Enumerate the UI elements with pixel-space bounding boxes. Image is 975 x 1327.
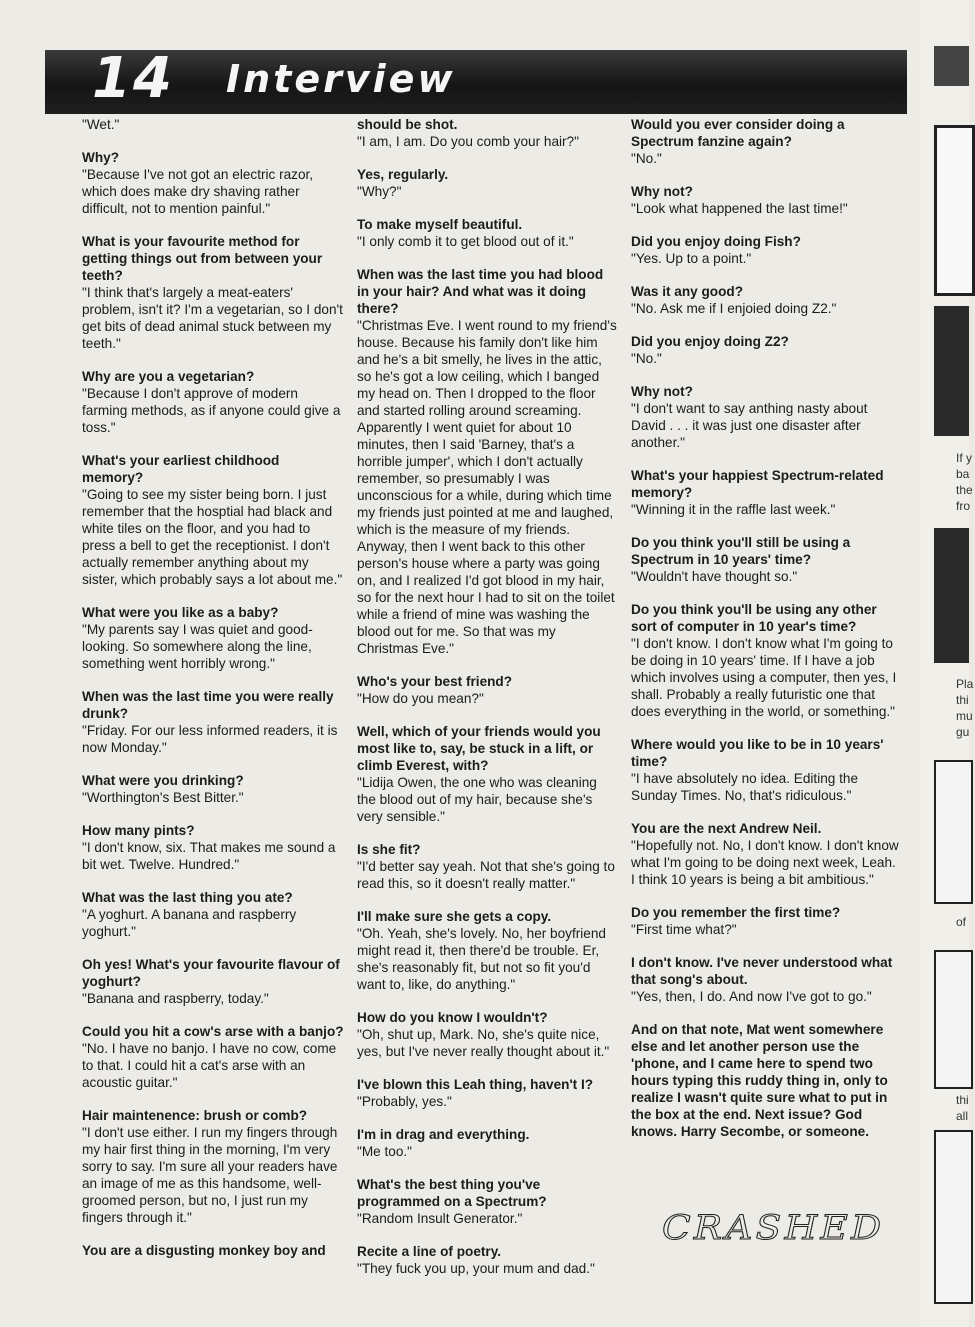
interview-answer: "My parents say I was quiet and good-looking. So somewhere along the line, something went horribly wrong." <box>82 622 313 671</box>
text-column-1 <box>82 116 344 1259</box>
interview-answer: "Because I've not got an electric razor, which does make dry shaving rather difficult, not to mention painful." <box>82 167 314 216</box>
interview-question: Where would you like to be in 10 years' time? <box>631 737 884 769</box>
interview-question: Do you remember the first time? <box>631 905 841 920</box>
interview-question: Why not? <box>631 384 693 399</box>
interview-question: I don't know. I've never understood what that song's about. <box>631 955 893 987</box>
interview-answer: "I have absolutely no idea. Editing the Sunday Times. No, that's ridiculous." <box>631 771 859 803</box>
fragment: thi <box>956 1093 969 1107</box>
interview-question: Hair maintenence: brush or comb? <box>82 1108 308 1123</box>
interview-question: Recite a line of poetry. <box>357 1244 502 1259</box>
interview-answer: "Going to see my sister being born. I just remember that the hosptial had black and white tiles on the floor, and you had to press a bell to get the receptionist. I don't actually remember anything about my sister, which probably says a lot about me." <box>82 487 343 587</box>
interview-answer: "Lidija Owen, the one who was cleaning the blood out of my hair, because she's very sensible." <box>357 775 597 824</box>
interview-question: Oh yes! What's your favourite flavour of yoghurt? <box>82 957 340 989</box>
interview-answer: "Oh. Yeah, she's lovely. No, her boyfriend might read it, then there'd be trouble. Er, she's reasonably fit, but not so fit you'd want to, like, do anything." <box>357 926 606 992</box>
interview-answer: "A yoghurt. A banana and raspberry yoghurt." <box>82 907 297 939</box>
interview-answer: "Friday. For our less informed readers, it is now Monday." <box>82 723 338 755</box>
fragment: fro <box>956 499 971 513</box>
interview-question: should be shot. <box>357 117 458 132</box>
fragment: ba <box>956 467 970 481</box>
text-column-3 <box>631 116 899 1140</box>
interview-answer: "Yes. Up to a point." <box>631 251 752 266</box>
fragment: all <box>956 1109 969 1123</box>
interview-question: What's the best thing you've programmed on a Spectrum? <box>357 1177 547 1209</box>
interview-question: What's your earliest childhood memory? <box>82 453 280 485</box>
interview-answer: "I don't use either. I run my fingers through my hair first thing in the morning, I'm very sorry to say. I'm sure all your readers have an image of me as this handsome, well-groomed person, but no, I just run my fingers through it." <box>82 1125 338 1225</box>
interview-answer: "They fuck you up, your mum and dad." <box>357 1261 595 1276</box>
interview-question: Was it any good? <box>631 284 744 299</box>
interview-question: Do you think you'll be using any other sort of computer in 10 year's time? <box>631 602 877 634</box>
interview-answer: "Winning it in the raffle last week." <box>631 502 836 517</box>
interview-answer: "No." <box>631 151 662 166</box>
interview-answer: "I don't know. I don't know what I'm going to be doing in 10 years' time. If I have a job which involves using a computer, then yes, I shall. Probably a really futuristic one that does everything in the world, or something." <box>631 636 897 719</box>
interview-question: Who's your best friend? <box>357 674 513 689</box>
interview-question: Why? <box>82 150 119 165</box>
interview-answer: "Yes, then, I do. And now I've got to go." <box>631 989 872 1004</box>
section-header-bar <box>45 50 907 114</box>
closing-paragraph: And on that note, Mat went somewhere else and let another person use the 'phone, and I came here to spend two hours typing this ruddy thing in, only to realize I wasn't quite sure what to put in the box at the end. Next issue? God knows. Harry Secombe, or someone. <box>631 1022 888 1139</box>
interview-answer: "Banana and raspberry, today." <box>82 991 269 1006</box>
interview-answer: "I am, I am. Do you comb your hair?" <box>357 134 579 149</box>
interview-answer: "How do you mean?" <box>357 691 484 706</box>
interview-answer: "Random Insult Generator." <box>357 1211 523 1226</box>
interview-question: Yes, regularly. <box>357 167 449 182</box>
interview-answer: "First time what?" <box>631 922 737 937</box>
section-title: Interview <box>226 57 456 101</box>
interview-answer: "Why?" <box>357 184 402 199</box>
interview-answer: "Me too." <box>357 1144 412 1159</box>
interview-answer: "I don't know, six. That makes me sound a bit wet. Twelve. Hundred." <box>82 840 336 872</box>
interview-answer: "I don't want to say anthing nasty about David . . . it was just one disaster after another." <box>631 401 868 450</box>
interview-question: Did you enjoy doing Z2? <box>631 334 789 349</box>
interview-question: What was the last thing you ate? <box>82 890 293 905</box>
interview-question: Did you enjoy doing Fish? <box>631 234 801 249</box>
adjacent-page-edge <box>920 0 974 1327</box>
interview-question: Why are you a vegetarian? <box>82 369 255 384</box>
interview-question: What were you like as a baby? <box>82 605 279 620</box>
interview-question: When was the last time you were really drunk? <box>82 689 334 721</box>
interview-answer: "Christmas Eve. I went round to my friend's house. Because his family don't like him and he's a bit smelly, he lives in the attic, so he's got a low ceiling, which I banged my head on. Then I dropped to the floor and started rolling around screaming. Apparently I went quiet for about 10 minutes, then I said 'Barney, that's a horrible jumper', which I don't actually remember, so presumably I was unconscious for a while, during which time my friends just pointed at me and laughed, which is the measure of my friends. Anyway, then I went back to this other person's house where a party was going on, and I realized I'd got blood in my hair, so for the next hour I had to sit on the toilet while a friend of mine was washing the blood out for me. So that was my Christmas Eve." <box>357 318 617 656</box>
interview-question: Is she fit? <box>357 842 421 857</box>
interview-question: Could you hit a cow's arse with a banjo? <box>82 1024 344 1039</box>
interview-question: Do you think you'll still be using a Spectrum in 10 years' time? <box>631 535 851 567</box>
interview-answer: "Wouldn't have thought so." <box>631 569 798 584</box>
interview-question: Well, which of your friends would you most like to, say, be stuck in a lift, or climb Everest, with? <box>357 724 601 773</box>
interview-question: How many pints? <box>82 823 195 838</box>
interview-answer: "No. Ask me if I enjoied doing Z2." <box>631 301 837 316</box>
crashed-logo: CRASHED <box>662 1208 885 1248</box>
interview-question: You are the next Andrew Neil. <box>631 821 822 836</box>
interview-answer: "I only comb it to get blood out of it." <box>357 234 574 249</box>
fragment: the <box>956 483 973 497</box>
interview-question: To make myself beautiful. <box>357 217 523 232</box>
interview-answer: "No. I have no banjo. I have no cow, come to that. I could hit a cat's arse with an acoustic guitar." <box>82 1041 337 1090</box>
interview-answer: "Hopefully not. No, I don't know. I don't know what I'm going to be doing next week, Leah. I think 10 years is being a bit ambitious." <box>631 838 899 887</box>
interview-answer: "Wet." <box>82 117 120 132</box>
interview-answer: "Look what happened the last time!" <box>631 201 848 216</box>
interview-answer: "Oh, shut up, Mark. No, she's quite nice, yes, but I've never really thought about it." <box>357 1027 610 1059</box>
fragment: Pla <box>956 677 974 691</box>
interview-answer: "I think that's largely a meat-eaters' problem, isn't it? I'm a vegetarian, so I don't get bits of dead animal stuck between my teeth." <box>82 285 343 351</box>
interview-question: I'll make sure she gets a copy. <box>357 909 552 924</box>
interview-question: What's your happiest Spectrum-related memory? <box>631 468 884 500</box>
fragment: If y <box>956 451 973 465</box>
fragment: mu <box>956 709 973 723</box>
interview-question: Why not? <box>631 184 693 199</box>
interview-question: When was the last time you had blood in your hair? And what was it doing there? <box>357 267 604 316</box>
fragment: gu <box>956 725 970 739</box>
page-number: 14 <box>92 46 174 111</box>
interview-answer: "I'd better say yeah. Not that she's going to read this, so it doesn't really matter." <box>357 859 615 891</box>
interview-answer: "No." <box>631 351 662 366</box>
interview-question: I'm in drag and everything. <box>357 1127 530 1142</box>
interview-question: What is your favourite method for getting things out from between your teeth? <box>82 234 323 283</box>
interview-question: I've blown this Leah thing, haven't I? <box>357 1077 594 1092</box>
interview-question: How do you know I wouldn't? <box>357 1010 548 1025</box>
text-column-2 <box>357 116 619 1293</box>
interview-question: You are a disgusting monkey boy and <box>82 1243 326 1258</box>
fragment: thi <box>956 693 969 707</box>
interview-answer: "Worthington's Best Bitter." <box>82 790 244 805</box>
interview-question: What were you drinking? <box>82 773 244 788</box>
interview-question: Would you ever consider doing a Spectrum fanzine again? <box>631 117 845 149</box>
interview-answer: "Probably, yes." <box>357 1094 452 1109</box>
fragment: of <box>956 915 967 929</box>
interview-answer: "Because I don't approve of modern farming methods, as if anyone could give a toss." <box>82 386 341 435</box>
